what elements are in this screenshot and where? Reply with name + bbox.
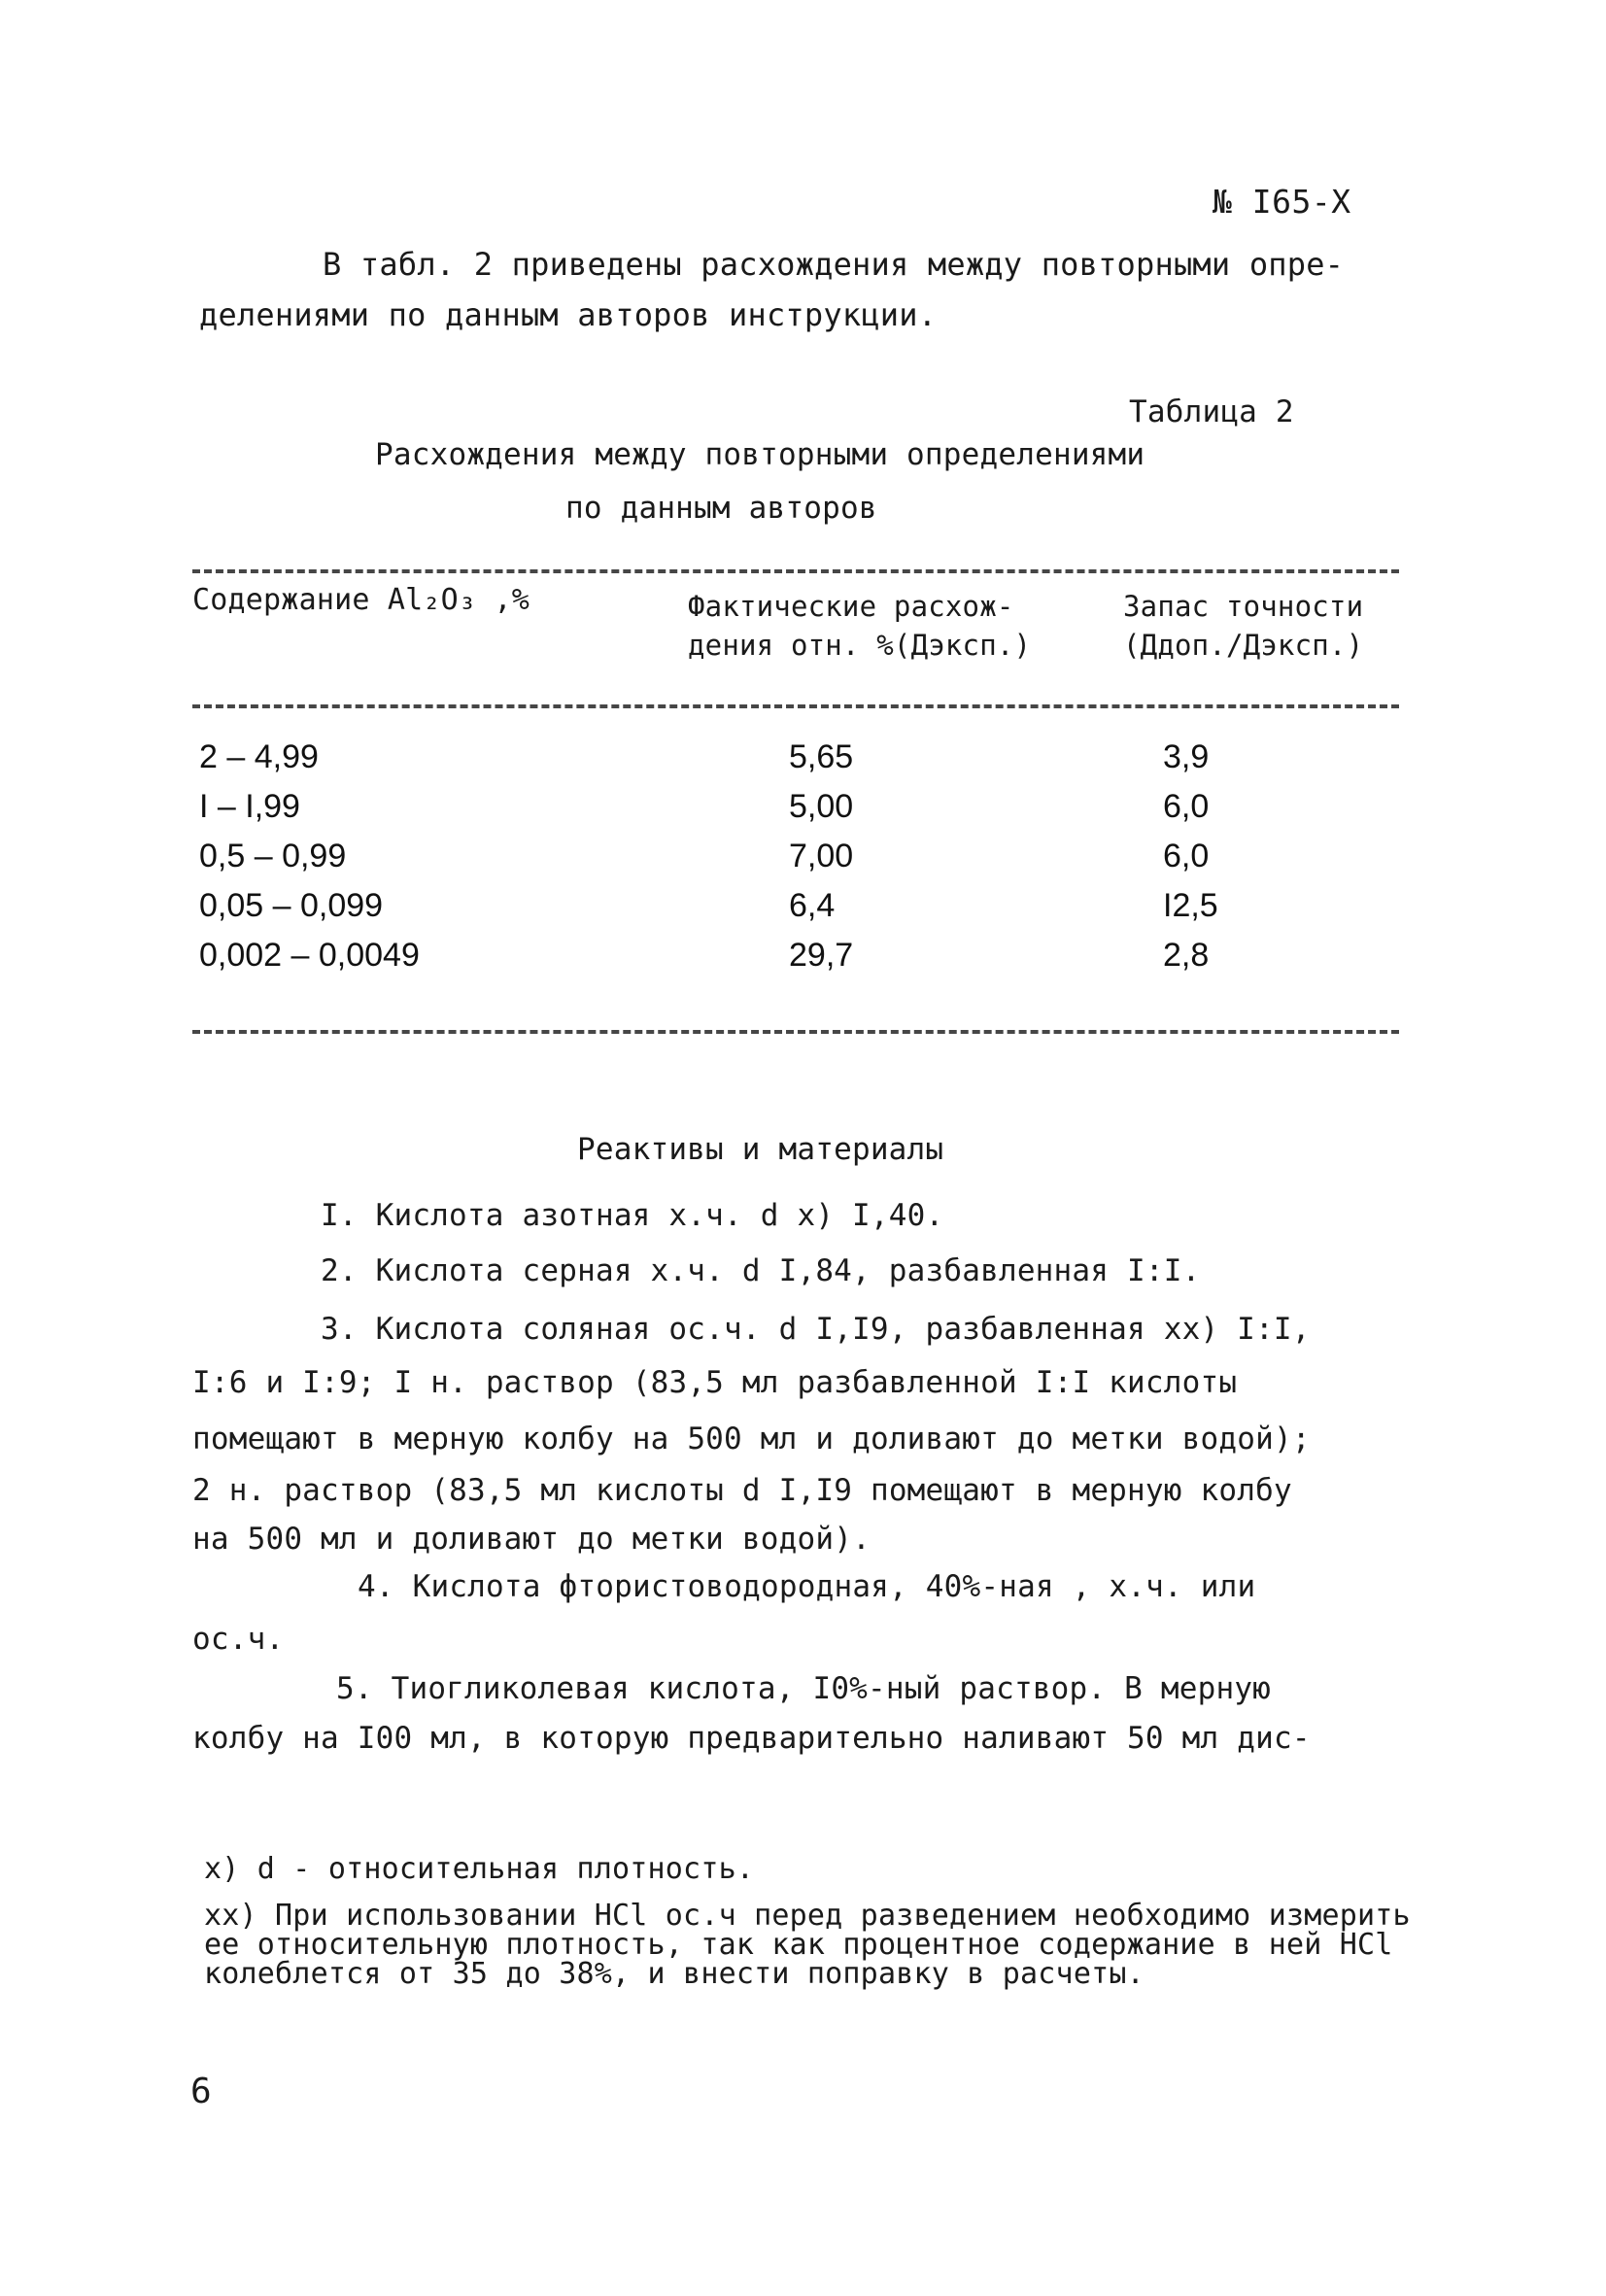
table-cell-range: 2 – 4,99 [199,738,319,775]
reagent-item-4-line-2: ос.ч. [192,1622,285,1657]
reagent-item-1: I. Кислота азотная х.ч. d x) I,40. [321,1198,944,1233]
reagent-item-4-line-1: 4. Кислота фтористоводородная, 40%-ная , х.ч. или [358,1569,1256,1604]
table-cell-range: I – I,99 [199,788,300,825]
reagent-item-3-line-2: I:6 и I:9; I н. раствор (83,5 мл разбавленной I:I кислоты [192,1365,1238,1400]
table-row [199,937,1268,986]
table-cell-discrepancy: 6,4 [789,887,836,924]
table-header-margin: Запас точности (Ддоп./Дэксп.) [1123,590,1364,662]
reagent-item-5-line-1: 5. Тиогликолевая кислота, I0%-ный раствор. В мерную [336,1671,1272,1706]
table-row [199,887,1268,937]
table-label: Таблица 2 [1129,394,1294,429]
reagent-item-2: 2. Кислота серная х.ч. d I,84, разбавленная I:I. [321,1253,1201,1288]
table-cell-margin: 6,0 [1163,838,1210,874]
table-cell-margin: 6,0 [1163,788,1210,825]
document-number: № I65-Х [1213,183,1351,221]
reagent-item-3-line-3: помещают в мерную колбу на 500 мл и доливают до метки водой); [192,1422,1311,1456]
table-header-content: Содержание Al₂O₃ ,% [192,583,530,617]
table-cell-margin: I2,5 [1163,887,1218,924]
table-row [199,738,1268,788]
table-bottom-divider [192,1030,1399,1034]
reagent-item-3-line-1: 3. Кислота соляная ос.ч. d I,I9, разбавленная xx) I:I, [321,1312,1311,1347]
table-cell-range: 0,05 – 0,099 [199,887,384,924]
intro-text-line-1: В табл. 2 приведены расхождения между повторными опре- [323,246,1345,283]
table-row [199,838,1268,887]
footnote-density: x) d - относительная плотность. [204,1852,755,1886]
page-number: 6 [190,2072,212,2111]
table-title-line-2: по данным авторов [565,491,877,526]
reagent-item-3-line-5: на 500 мл и доливают до метки водой). [192,1522,871,1557]
table-cell-range: 0,5 – 0,99 [199,838,347,874]
table-cell-discrepancy: 29,7 [789,937,854,974]
table-row [199,788,1268,838]
intro-text-line-2: делениями по данным авторов инструкции. [199,296,938,333]
table-header-divider [192,704,1399,708]
table-cell-discrepancy: 5,65 [789,738,854,775]
table-header-discrepancy: Фактические расхож- дения отн. %(Дэксп.) [688,590,1032,662]
reagent-item-3-line-4: 2 н. раствор (83,5 мл кислоты d I,I9 помещают в мерную колбу [192,1473,1292,1508]
table-cell-discrepancy: 5,00 [789,788,854,825]
reagent-item-5-line-2: колбу на I00 мл, в которую предварительно наливают 50 мл дис- [192,1721,1311,1756]
table-body [199,738,1268,986]
table-cell-margin: 3,9 [1163,738,1210,775]
table-cell-range: 0,002 – 0,0049 [199,937,420,974]
table-title-line-1: Расхождения между повторными определениями [375,437,1145,472]
table-top-divider [192,569,1399,573]
table-cell-margin: 2,8 [1163,937,1210,974]
table-cell-discrepancy: 7,00 [789,838,854,874]
footnote-hcl-note: xx) При использовании HCl ос.ч перед разведением необходимо измерить ее относительную плотность, так как процентное содержание в ней HCl колеблется от 35 до 38%, и внести поправку в расчеты. [204,1899,1411,1991]
reagents-heading: Реактивы и материалы [577,1132,944,1167]
